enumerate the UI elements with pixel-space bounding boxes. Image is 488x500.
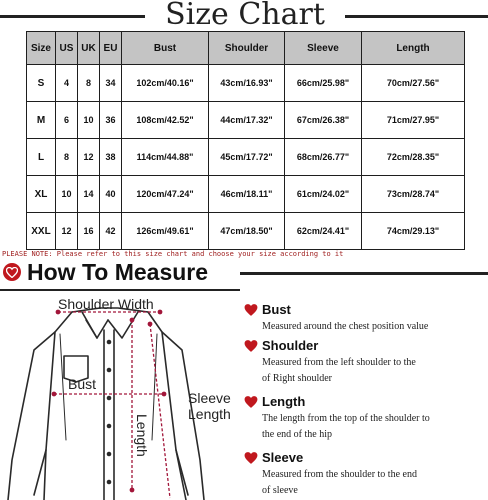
cell-length: 71cm/27.95" [362, 102, 465, 139]
measure-desc-line: Measured around the chest position value [262, 321, 429, 332]
cell-size: XXL [27, 213, 56, 250]
measure-desc-line: of Right shoulder [262, 373, 332, 384]
list-item [244, 394, 488, 443]
cell-eu: 36 [100, 102, 122, 139]
list-item [244, 338, 488, 387]
measure-name-length: Length [262, 394, 306, 409]
cell-uk: 8 [78, 65, 100, 102]
cell-shoulder: 45cm/17.72" [209, 139, 285, 176]
cell-uk: 14 [78, 176, 100, 213]
cell-bust: 120cm/47.24" [122, 176, 209, 213]
cell-sleeve: 67cm/26.38" [285, 102, 362, 139]
cell-us: 10 [56, 176, 78, 213]
table-header-row [27, 32, 465, 65]
header-eu: EU [100, 32, 122, 65]
header-us: US [56, 32, 78, 65]
size-chart-header [0, 0, 488, 32]
measure-name-bust: Bust [262, 302, 291, 317]
cell-bust: 126cm/49.61" [122, 213, 209, 250]
measure-name-sleeve: Sleeve [262, 450, 304, 465]
cell-size: XL [27, 176, 56, 213]
cell-sleeve: 68cm/26.77" [285, 139, 362, 176]
cell-sleeve: 61cm/24.02" [285, 176, 362, 213]
table-row [27, 102, 465, 139]
how-to-measure-header [0, 258, 488, 290]
measure-name-shoulder: Shoulder [262, 338, 319, 353]
size-chart-table [26, 31, 465, 250]
measure-desc-line: The length from the top of the shoulder to [262, 413, 430, 424]
heart-icon [244, 303, 258, 317]
header-length: Length [362, 32, 465, 65]
label-bust: Bust [68, 376, 97, 392]
cell-bust: 114cm/44.88" [122, 139, 209, 176]
cell-length: 73cm/28.74" [362, 176, 465, 213]
heart-icon [244, 339, 258, 353]
table-row [27, 65, 465, 102]
measure-desc-line: the end of the hip [262, 429, 332, 440]
cell-shoulder: 46cm/18.11" [209, 176, 285, 213]
measure-desc-line: Measured from the shoulder to the end [262, 469, 417, 480]
cell-eu: 42 [100, 213, 122, 250]
header-uk: UK [78, 32, 100, 65]
cell-eu: 38 [100, 139, 122, 176]
header-shoulder: Shoulder [209, 32, 285, 65]
cell-size: L [27, 139, 56, 176]
list-item [244, 450, 488, 499]
header-bust: Bust [122, 32, 209, 65]
cell-eu: 34 [100, 65, 122, 102]
heart-icon [244, 451, 258, 465]
list-item [244, 302, 488, 335]
title-rule-right [345, 15, 488, 18]
how-to-measure-title: How To Measure [27, 259, 209, 285]
measure-desc-line: Measured from the left shoulder to the [262, 357, 416, 368]
cell-us: 6 [56, 102, 78, 139]
cell-length: 70cm/27.56" [362, 65, 465, 102]
cell-sleeve: 66cm/25.98" [285, 65, 362, 102]
size-chart-title: Size Chart [165, 0, 325, 32]
cell-uk: 16 [78, 213, 100, 250]
heart-icon [6, 267, 18, 278]
htm-rule-right [240, 272, 488, 275]
cell-size: S [27, 65, 56, 102]
header-size: Size [27, 32, 56, 65]
cell-length: 74cm/29.13" [362, 213, 465, 250]
cell-uk: 12 [78, 139, 100, 176]
title-rule-left [0, 15, 145, 18]
cell-size: M [27, 102, 56, 139]
shirt-measure-diagram [0, 290, 240, 500]
heart-icon [244, 395, 258, 409]
header-sleeve: Sleeve [285, 32, 362, 65]
heart-badge-icon [3, 263, 21, 281]
cell-shoulder: 44cm/17.32" [209, 102, 285, 139]
cell-us: 8 [56, 139, 78, 176]
cell-length: 72cm/28.35" [362, 139, 465, 176]
measure-desc-line: of sleeve [262, 485, 298, 496]
table-row [27, 139, 465, 176]
cell-shoulder: 47cm/18.50" [209, 213, 285, 250]
table-row [27, 213, 465, 250]
label-shoulder-width: Shoulder Width [58, 296, 154, 312]
cell-shoulder: 43cm/16.93" [209, 65, 285, 102]
label-length: Length [134, 414, 150, 457]
table-row [27, 176, 465, 213]
label-sleeve: Sleeve [188, 390, 231, 406]
cell-us: 4 [56, 65, 78, 102]
label-sleeve-length: Length [188, 406, 231, 422]
cell-sleeve: 62cm/24.41" [285, 213, 362, 250]
cell-bust: 108cm/42.52" [122, 102, 209, 139]
cell-uk: 10 [78, 102, 100, 139]
cell-eu: 40 [100, 176, 122, 213]
cell-us: 12 [56, 213, 78, 250]
size-notice: PLEASE NOTE: Please refer to this size chart and choose your size according to it [2, 250, 344, 258]
cell-bust: 102cm/40.16" [122, 65, 209, 102]
